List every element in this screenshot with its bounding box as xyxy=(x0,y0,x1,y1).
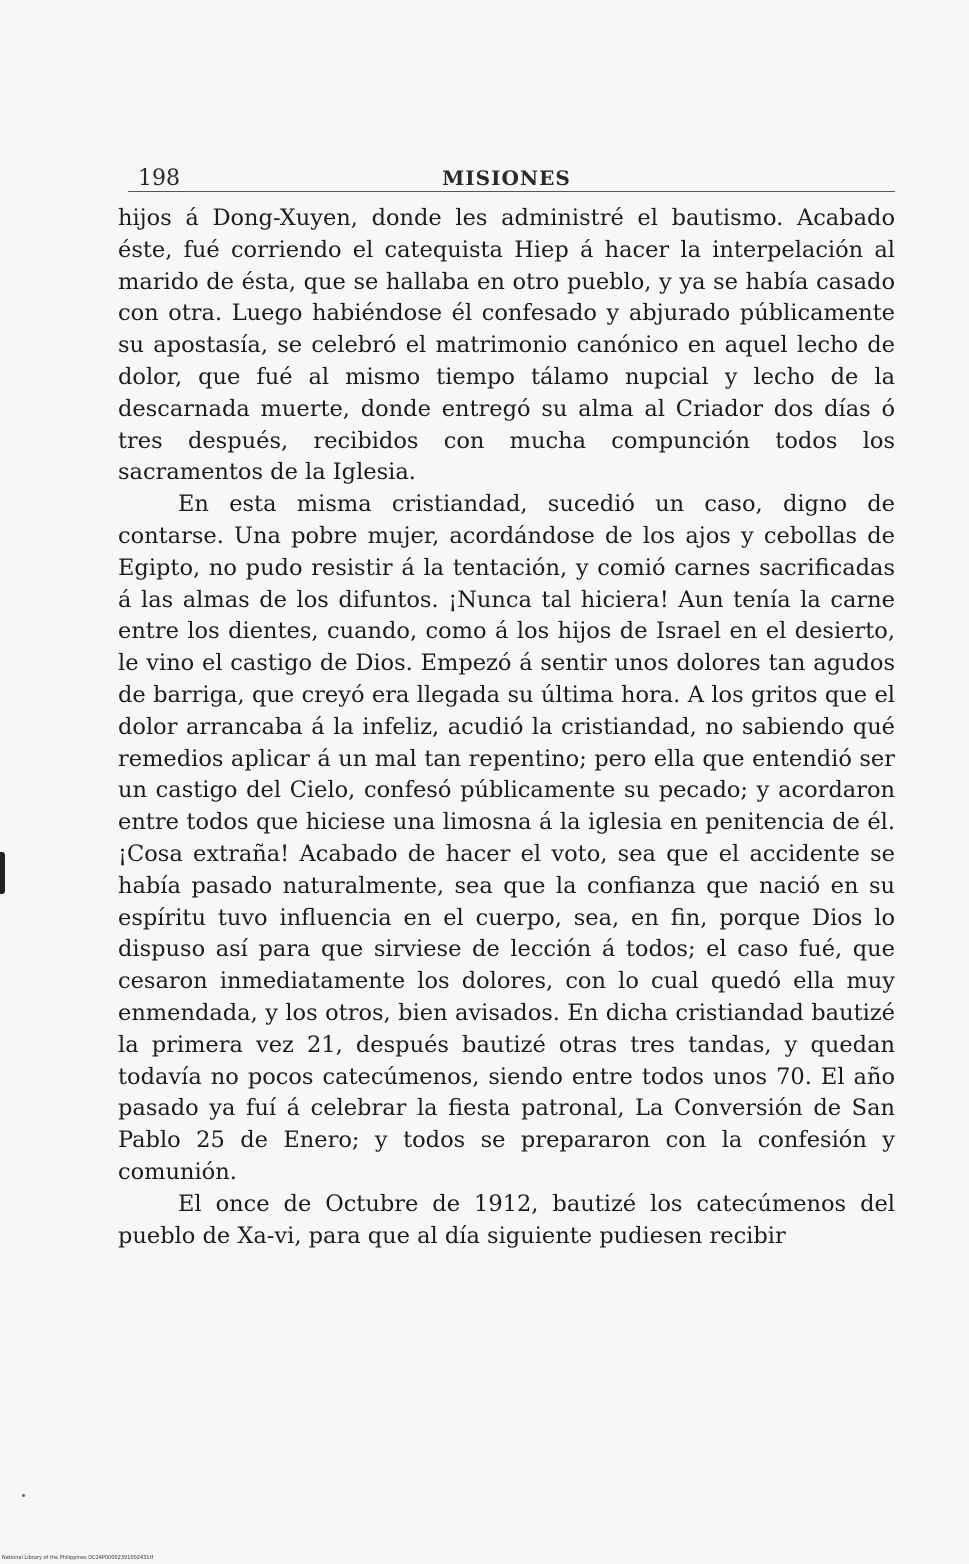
running-title: MISIONES xyxy=(442,166,571,190)
footer-credit: National Library of the Philippines DC24P00002391002431tf xyxy=(2,1555,154,1561)
scan-speck xyxy=(22,1494,25,1497)
scan-edge-mark xyxy=(0,852,5,894)
paragraph: En esta misma cristiandad, sucedió un caso, digno de contarse. Una pobre mujer, acordándose de los ajos y cebollas de Egipto, no pudo resistir á la tentación, y comió carnes sacrificadas á las almas de los difuntos. ¡Nunca tal hiciera! Aun tenía la carne entre los dientes, cuando, como á los hijos de Israel en el desierto, le vino el castigo de Dios. Empezó á sentir unos dolores tan agudos de barriga, que creyó era llegada su última hora. A los gritos que el dolor arrancaba á la infeliz, acudió la cristiandad, no sabiendo qué remedios aplicar á un mal tan repentino; pero ella que entendió ser un castigo del Cielo, confesó públicamente su pecado; y acordaron entre todos que hiciese una limosna á la iglesia en penitencia de él. ¡Cosa extraña! Acabado de hacer el voto, sea que el accidente se había pasado naturalmente, sea que la confianza que nació en su espíritu tuvo influencia en el cuerpo, sea, en fin, porque Dios lo dispuso así para que sirviese de lección á todos; el caso fué, que cesaron inmediatamente los dolores, con lo cual quedó ella muy enmendada, y los otros, bien avisados. En dicha cristiandad bautizé la primera vez 21, después bautizé otras tres tandas, y quedan todavía no pocos catecúmenos, siendo entre todos unos 70. El año pasado ya fuí á celebrar la fiesta patronal, La Conversión de San Pablo 25 de Enero; y todos se prepararon con la confesión y comunión. xyxy=(118,491,895,1185)
paragraph: El once de Octubre de 1912, bautizé los catecúmenos del pueblo de Xa-vi, para que al día siguiente pudiesen recibir xyxy=(118,1190,895,1249)
paragraph-continued: hijos á Dong-Xuyen, donde les administré el bautismo. Acabado éste, fué corriendo el catequista Hiep á hacer la interpelación al marido de ésta, que se hallaba en otro pueblo, y ya se había casado con otra. Luego habiéndose él confesado y abjurado públicamente su apostasía, se celebró el matrimonio canónico en aquel lecho de dolor, que fué al mismo tiempo tálamo nupcial y lecho de la descarnada muerte, donde entregó su alma al Criador dos días ó tres después, recibidos con mucha compunción todos los sacramentos de la Iglesia. xyxy=(118,205,895,486)
body-text xyxy=(118,203,895,1252)
header-rule xyxy=(128,191,895,192)
page-number: 198 xyxy=(138,166,180,191)
page-header xyxy=(118,162,895,192)
